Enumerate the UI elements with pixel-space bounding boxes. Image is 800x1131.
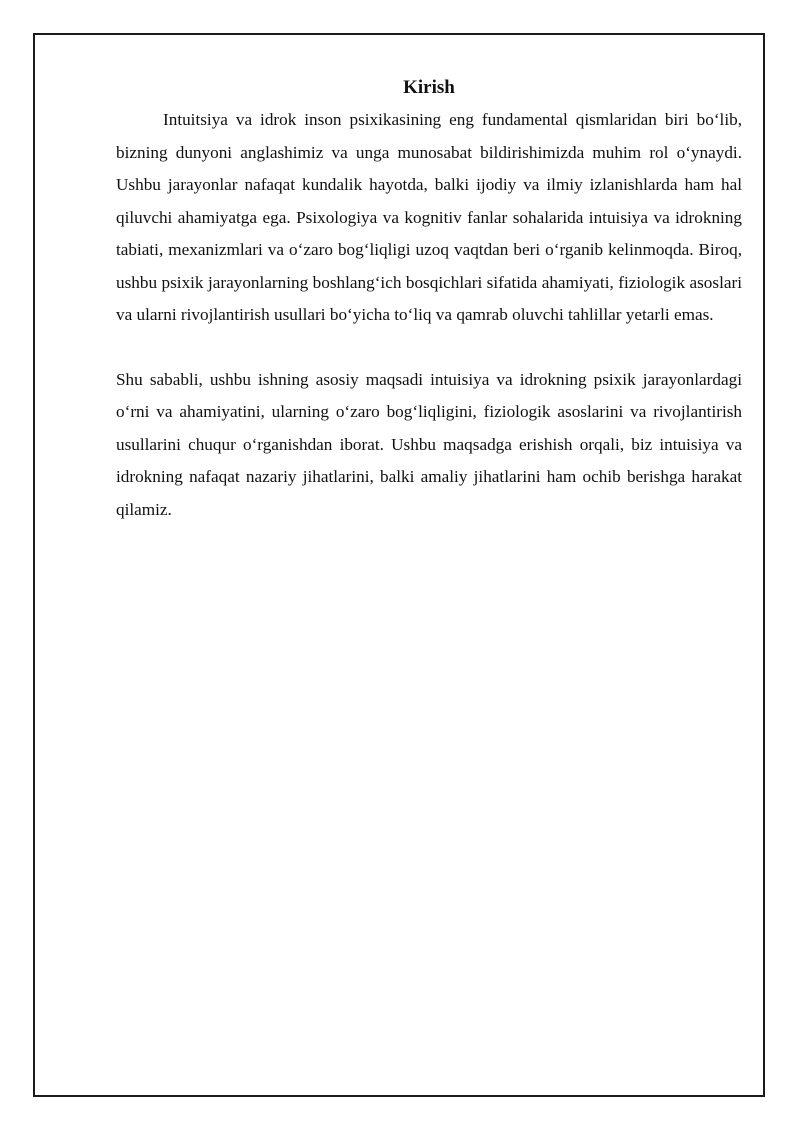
section-title: Kirish bbox=[403, 77, 455, 98]
paragraph-intro: Intuitsiya va idrok inson psixikasining eng fundamental qismlaridan biri bo‘lib, bizning dunyoni anglashimiz va unga munosabat bildirishimizda muhim rol o‘ynaydi. Ushbu jarayonlar nafaqat kundalik hayotda, balki ijodiy va ilmiy izlanishlarda ham hal qiluvchi ahamiyatga ega. Psixologiya va kognitiv fanlar sohalarida intuisiya va idrokning tabiati, mexanizmlari va o‘zaro bog‘liqligi uzoq vaqtdan beri o‘rganib kelinmoqda. Biroq, ushbu psixik jarayonlarning boshlang‘ich bosqichlari sifatida ahamiyati, fiziologik asoslari va ularni rivojlantirish usullari bo‘yicha to‘liq va qamrab oluvchi tahlillar yetarli emas. bbox=[116, 110, 742, 324]
document-body bbox=[116, 74, 742, 526]
paragraph-purpose: Shu sababli, ushbu ishning asosiy maqsadi intuisiya va idrokning psixik jarayonlardagi o‘rni va ahamiyatini, ularning o‘zaro bog‘liqligini, fiziologik asoslarini va rivojlantirish usullarini chuqur o‘rganishdan iborat. Ushbu maqsadga erishish orqali, biz intuisiya va idrokning nafaqat nazariy jihatlarini, balki amaliy jihatlarini ham ochib berishga harakat qilamiz. bbox=[116, 369, 742, 519]
